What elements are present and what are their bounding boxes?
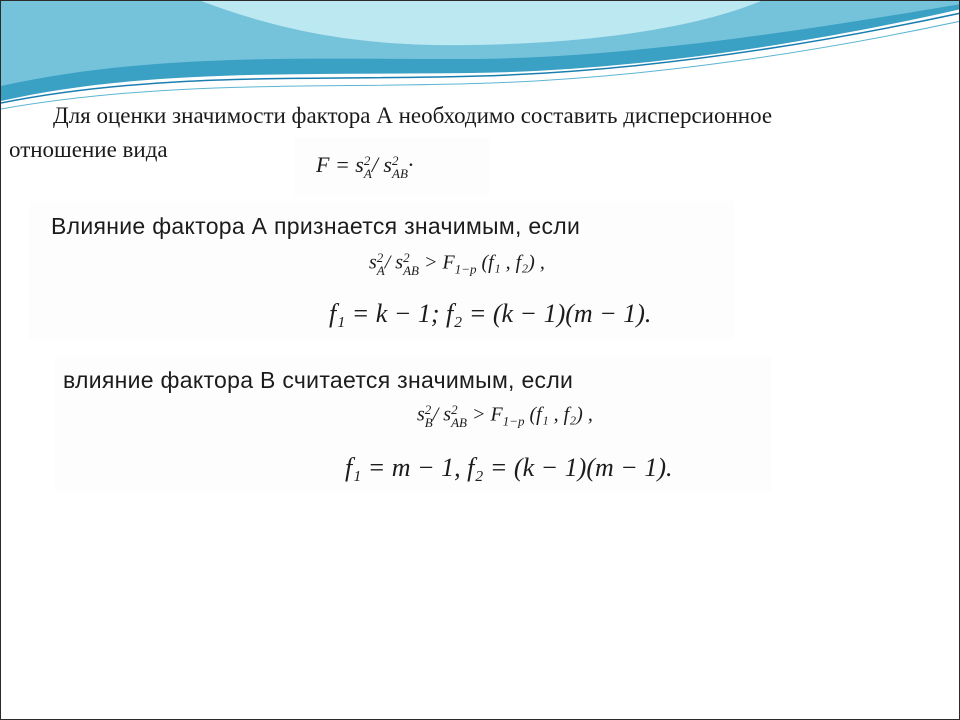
formula-f-script-a: 2 A — [363, 152, 372, 181]
factor-b-script-b: 2 B — [424, 402, 433, 430]
factor-a-inequality: s 2 A / s 2 AB > $F_{1-p}$ (f₁ , f₂) , — [369, 250, 545, 278]
formula-f-script-ab: 2 AB — [392, 152, 408, 181]
factor-b-condition: влияние фактора B считается значимым, если — [63, 367, 574, 393]
intro-line-2: отношение вида — [9, 137, 168, 162]
formula-f-image — [294, 138, 489, 196]
factor-a-script-a: 2 A — [376, 250, 385, 278]
factor-a-condition: Влияние фактора А признается значимым, если — [51, 213, 581, 239]
formula-f: F = s 2 A / s 2 AB · — [316, 152, 414, 181]
factor-b-degrees: f₁ = m − 1, f₂ = (k − 1)(m − 1). — [345, 453, 673, 482]
intro-line-1: Для оценки значимости фактора А необходимо составить дисперсионное — [53, 103, 773, 128]
factor-b-image — [55, 357, 771, 491]
factor-b-inequality: s 2 B / s 2 AB > $F_{1-p}$ (f₁ , f₂) , — [417, 402, 593, 430]
factor-a-image — [29, 201, 734, 339]
factor-a-script-ab: 2 AB — [403, 250, 419, 278]
factor-a-degrees: f₁ = k − 1; f₂ = (k − 1)(m − 1). — [329, 299, 652, 328]
factor-b-script-ab: 2 AB — [451, 402, 467, 430]
